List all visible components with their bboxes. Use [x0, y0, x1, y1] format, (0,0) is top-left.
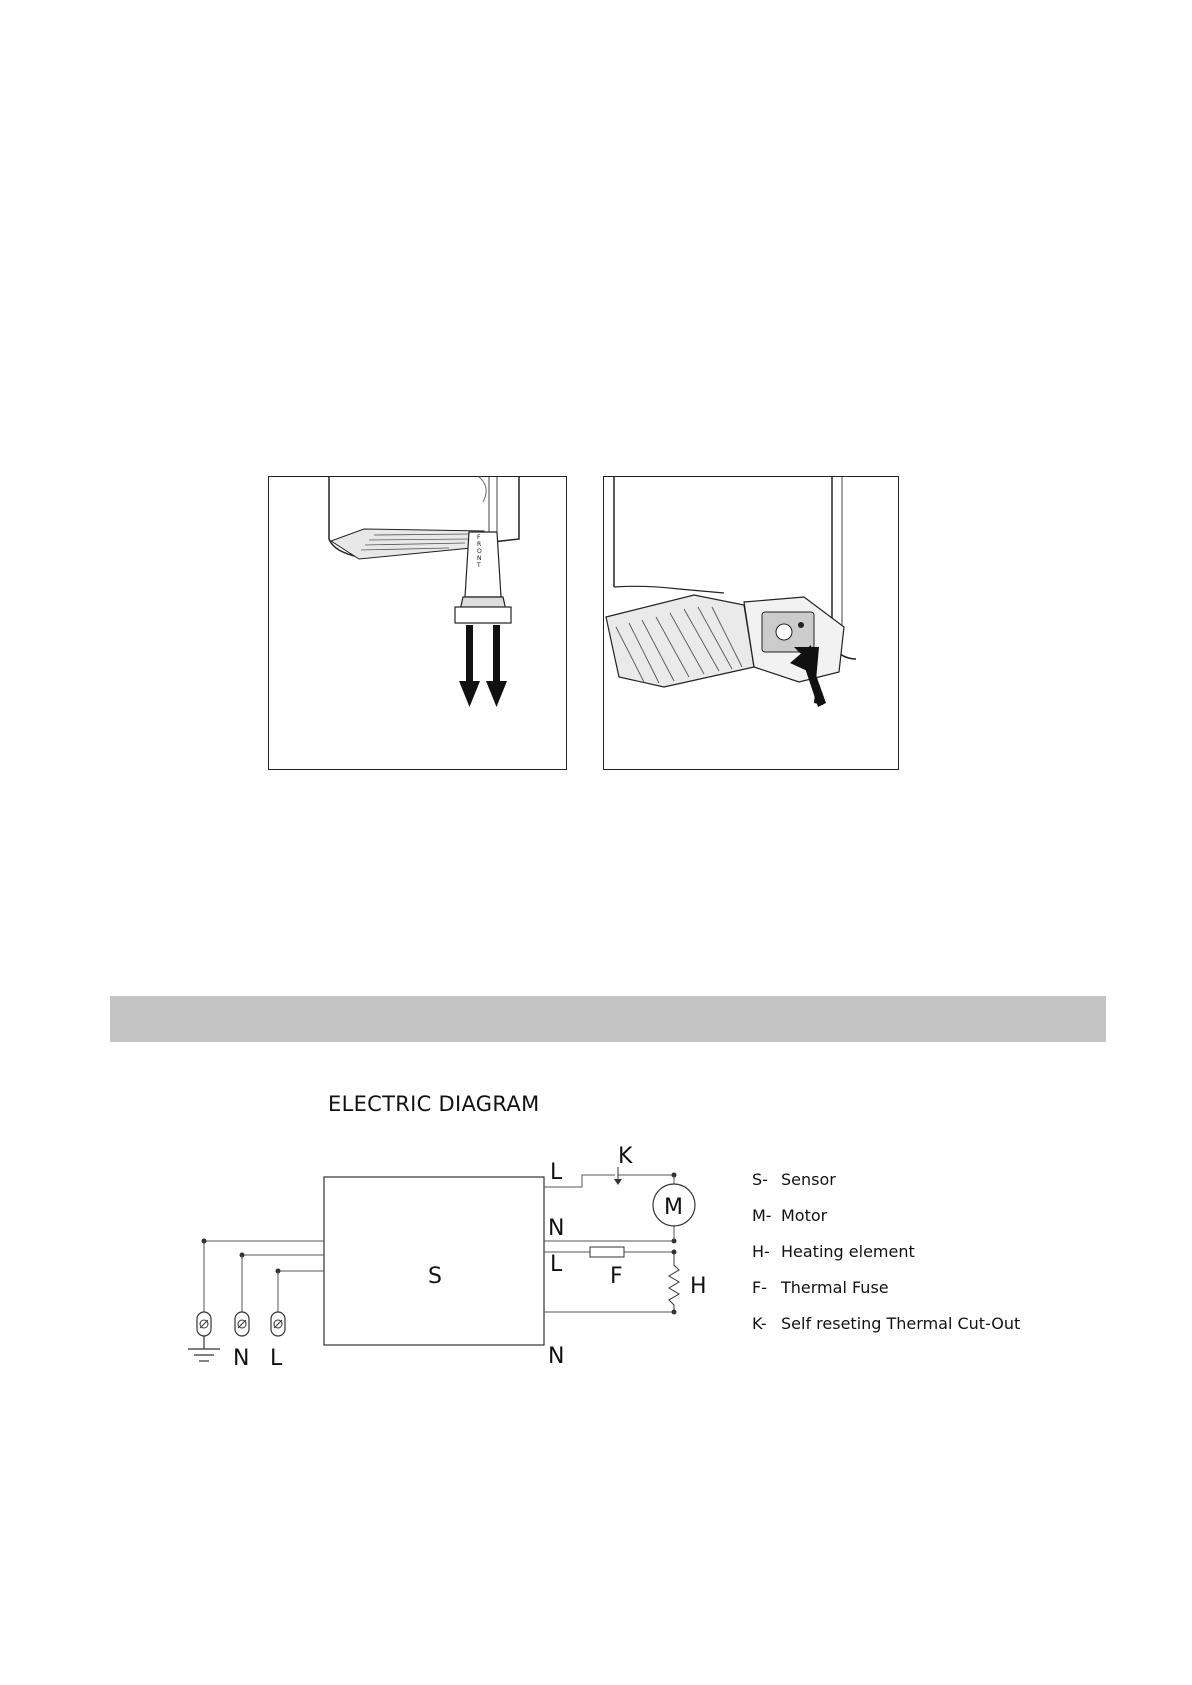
diagram-legend [752, 1170, 1020, 1350]
legend-key: H- [752, 1242, 770, 1261]
legend-key: S- [752, 1170, 768, 1189]
label-fuse: F [610, 1264, 623, 1289]
diagram-title: ELECTRIC DIAGRAM [328, 1092, 540, 1116]
legend-key: K- [752, 1314, 767, 1333]
legend-key: M- [752, 1206, 772, 1225]
legend-key: F- [752, 1278, 767, 1297]
legend-text: Heating element [781, 1242, 915, 1261]
terminal-label-n: N [233, 1346, 250, 1371]
legend-item [752, 1170, 1020, 1206]
legend-item [752, 1242, 1020, 1278]
label-heater: H [690, 1274, 707, 1299]
sensor-box [324, 1177, 544, 1345]
label-k: K [618, 1144, 633, 1169]
cutout-contact-icon [614, 1179, 622, 1185]
label-n1: N [548, 1216, 565, 1241]
legend-item [752, 1206, 1020, 1242]
figure-insert-connector [603, 476, 899, 770]
connector-removal-illustration [269, 477, 566, 769]
connector-insertion-illustration [604, 477, 898, 769]
section-header-bar [110, 996, 1106, 1042]
pull-arrows-icon [459, 625, 507, 707]
fuse-icon [590, 1247, 624, 1257]
terminal-label-l: L [270, 1346, 283, 1371]
heater-icon [669, 1252, 679, 1312]
legend-item [752, 1314, 1020, 1350]
terminal-block-icon [197, 1312, 285, 1336]
figure-remove-connector [268, 476, 567, 770]
label-l2: L [550, 1252, 563, 1277]
legend-text: Thermal Fuse [781, 1278, 889, 1297]
front-label: F R O N T [477, 534, 482, 569]
legend-text: Motor [781, 1206, 828, 1225]
motor-label: M [664, 1195, 683, 1220]
sensor-box-label: S [428, 1264, 442, 1289]
electric-diagram [170, 1135, 730, 1375]
legend-item [752, 1278, 1020, 1314]
earth-ground-icon [188, 1336, 220, 1361]
legend-text: Sensor [781, 1170, 836, 1189]
label-top-l: L [550, 1160, 563, 1185]
legend-text: Self reseting Thermal Cut-Out [781, 1314, 1021, 1333]
label-n2: N [548, 1344, 565, 1369]
